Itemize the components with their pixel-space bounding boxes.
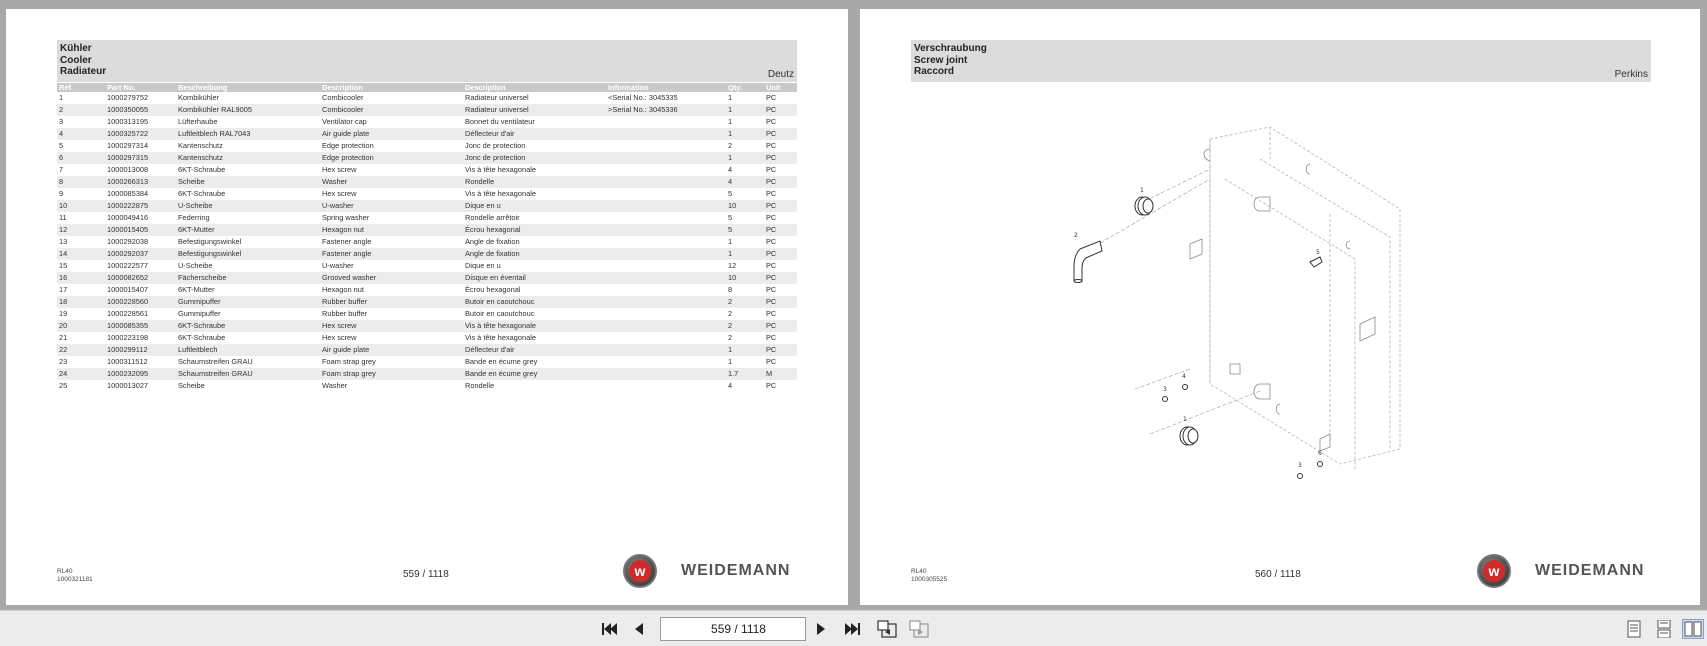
- cell-unit: PC: [766, 93, 777, 102]
- cell-description-en: Edge protection: [322, 141, 374, 150]
- cell-information: >Serial No.: 3045336: [606, 104, 726, 116]
- cell-description-en: Washer: [320, 176, 463, 188]
- cell-information: [606, 380, 726, 392]
- table-row: [57, 224, 797, 236]
- cell-description-fr: Radiateur universel: [463, 104, 606, 116]
- cell-beschreibung: Schaumstreifen GRAU: [176, 368, 320, 380]
- cell-part-no: 1000223198: [107, 333, 149, 342]
- cell-description-fr: Disque en éventail: [463, 272, 606, 284]
- single-page-view-icon[interactable]: [1623, 619, 1645, 639]
- cell-ref: 10: [57, 200, 105, 212]
- cell-information: [606, 272, 726, 284]
- cell-description-fr: Dique en u: [465, 261, 501, 270]
- footer-model-info: [911, 568, 947, 584]
- cell-unit: PC: [764, 320, 797, 332]
- cell-part-no: 1000279752: [107, 93, 149, 102]
- cell-beschreibung: Schaumstreifen GRAU: [178, 357, 253, 366]
- cell-part-no: 1000311512: [107, 357, 148, 366]
- cell-description-en: Hexagon nut: [322, 285, 364, 294]
- cell-description-en: U-washer: [322, 261, 354, 270]
- table-row: [57, 116, 797, 128]
- cell-unit: PC: [766, 357, 777, 366]
- col-unit: Unit: [764, 83, 797, 92]
- cell-ref: 13: [59, 237, 68, 246]
- table-row: [57, 164, 797, 176]
- cell-information: [606, 284, 726, 296]
- cell-qty: 12: [728, 261, 737, 270]
- cell-information: [606, 212, 726, 224]
- callout-4: 4: [1182, 373, 1186, 380]
- cell-part-no: 1000222875: [105, 200, 176, 212]
- first-page-icon[interactable]: [598, 619, 620, 639]
- prev-page-icon[interactable]: [628, 619, 650, 639]
- col-ref: Ref.: [57, 83, 105, 92]
- cell-ref: 11: [59, 213, 67, 222]
- cell-ref: 21: [59, 333, 68, 342]
- col-description-fr: Description: [463, 83, 606, 92]
- two-page-view-icon[interactable]: [1682, 619, 1704, 639]
- cell-description-en: Hex screw: [320, 320, 463, 332]
- cell-description-fr: Déflecteur d'air: [463, 344, 606, 356]
- cell-qty: 1.7: [726, 368, 764, 380]
- title-line-en: Screw joint: [914, 54, 968, 66]
- table-row: [57, 344, 797, 356]
- title-line-de: Kühler: [60, 43, 92, 54]
- cell-information: [606, 188, 726, 200]
- cell-beschreibung: Fächerscheibe: [176, 272, 320, 284]
- cell-description-en: U-washer: [320, 200, 463, 212]
- cell-description-fr: Bande en écume grey: [465, 357, 538, 366]
- cell-qty: 5: [726, 224, 764, 236]
- cell-ref: 15: [59, 261, 68, 270]
- cell-qty: 1: [726, 344, 764, 356]
- page-number-field[interactable]: [660, 617, 806, 641]
- cell-ref: 6: [57, 152, 105, 164]
- cell-description-fr: Vis à tête hexagonale: [465, 165, 536, 174]
- title-line-fr: Radiateur: [60, 66, 107, 77]
- page-number: 560 / 1118: [1255, 569, 1301, 580]
- pdf-page-560: [860, 9, 1700, 605]
- table-row: [57, 260, 797, 272]
- next-page-icon[interactable]: [810, 619, 832, 639]
- cell-description-fr: Rondelle arrêtoir: [465, 213, 520, 222]
- cell-part-no: 1000350055: [105, 104, 176, 116]
- title-line-fr: Raccord: [914, 66, 955, 77]
- cell-description-en: Fastener angle: [322, 237, 372, 246]
- col-beschreibung: Beschreibung: [176, 83, 320, 92]
- cell-information: <Serial No.: 3045335: [608, 93, 678, 102]
- cell-description-fr: Écrou hexagonal: [463, 224, 606, 236]
- cell-qty: 1: [726, 248, 764, 260]
- cell-qty: 10: [726, 200, 764, 212]
- cell-part-no: 1000015405: [105, 224, 176, 236]
- cell-description-fr: Bonnet du ventilateur: [465, 117, 535, 126]
- col-information: Information: [606, 83, 726, 92]
- cell-part-no: 1000015407: [107, 285, 149, 294]
- callout-3-bottom: 3: [1298, 462, 1302, 469]
- cell-part-no: 1000299112: [105, 344, 176, 356]
- cell-information: [606, 368, 726, 380]
- cell-information: [606, 356, 726, 368]
- cell-unit: PC: [764, 128, 797, 140]
- table-header-row: [57, 83, 797, 92]
- cell-information: [606, 224, 726, 236]
- callout-2: 2: [1074, 232, 1078, 239]
- section-header: [911, 40, 1651, 82]
- cell-unit: PC: [764, 224, 797, 236]
- cell-description-fr: Angle de fixation: [465, 237, 520, 246]
- cell-description-fr: Rondelle: [463, 176, 606, 188]
- page-number-input[interactable]: [661, 622, 816, 636]
- cell-information: [606, 260, 726, 272]
- cell-qty: 1: [726, 128, 764, 140]
- footer-model: RL40: [911, 568, 927, 575]
- cell-information: [606, 332, 726, 344]
- cell-beschreibung: Scheibe: [176, 176, 320, 188]
- callout-6: 6: [1318, 450, 1322, 457]
- engine-brand: Deutz: [767, 69, 794, 80]
- table-row: [57, 128, 797, 140]
- cell-unit: PC: [766, 309, 777, 318]
- cell-description-en: Edge protection: [320, 152, 463, 164]
- cell-unit: PC: [764, 152, 797, 164]
- cell-description-fr: Dique en u: [463, 200, 606, 212]
- callout-1-top: 1: [1140, 187, 1144, 194]
- logo-text: WEIDEMANN: [681, 562, 791, 579]
- cell-ref: 17: [59, 285, 68, 294]
- continuous-view-icon[interactable]: [1653, 619, 1675, 639]
- pdf-page-559: [6, 9, 848, 605]
- table-row: [57, 188, 797, 200]
- cell-description-en: Fastener angle: [320, 248, 463, 260]
- cell-qty: 1: [728, 357, 733, 366]
- cell-description-en: Air guide plate: [320, 128, 463, 140]
- cell-ref: 20: [57, 320, 105, 332]
- go-back-view-icon[interactable]: [876, 619, 898, 639]
- cell-qty: 1: [728, 237, 733, 246]
- cell-description-fr: Écrou hexagonal: [465, 285, 521, 294]
- cell-qty: 2: [726, 320, 764, 332]
- cell-beschreibung: Lüfterhaube: [178, 117, 218, 126]
- cell-description-en: Rubber buffer: [322, 309, 368, 318]
- cell-part-no: 1000232095: [105, 368, 176, 380]
- cell-ref: 12: [57, 224, 105, 236]
- weidemann-logo: [1477, 553, 1644, 589]
- cell-part-no: 1000297315: [105, 152, 176, 164]
- cell-beschreibung: Luftleitblech RAL7043: [176, 128, 320, 140]
- cell-qty: 2: [728, 141, 733, 150]
- table-row: [57, 140, 797, 152]
- go-forward-view-icon[interactable]: [908, 619, 930, 639]
- cell-ref: 3: [59, 117, 64, 126]
- viewer-toolbar: [0, 610, 1707, 646]
- section-title: [914, 43, 987, 78]
- cell-qty: 1: [726, 152, 764, 164]
- last-page-icon[interactable]: [842, 619, 864, 639]
- table-row: [57, 272, 797, 284]
- cell-description-en: Hex screw: [322, 165, 357, 174]
- cell-part-no: 1000228561: [107, 309, 149, 318]
- footer-model-info: [57, 568, 93, 584]
- cell-unit: PC: [766, 381, 777, 390]
- cell-description-en: Combicooler: [322, 93, 364, 102]
- cell-qty: 5: [728, 189, 733, 198]
- cell-beschreibung: U-Scheibe: [176, 200, 320, 212]
- cell-ref: 8: [57, 176, 105, 188]
- cell-qty: 2: [728, 309, 733, 318]
- cell-beschreibung: Luftleitblech: [176, 344, 320, 356]
- cell-beschreibung: Befestigungswinkel: [178, 237, 242, 246]
- page-number: 559 / 1118: [403, 569, 449, 580]
- table-row: [57, 236, 797, 248]
- table-row: [57, 296, 797, 308]
- cell-beschreibung: Kombikühler RAL9005: [176, 104, 320, 116]
- cell-beschreibung: Scheibe: [178, 381, 205, 390]
- cell-part-no: 1000297314: [107, 141, 149, 150]
- cell-unit: PC: [764, 296, 797, 308]
- cell-ref: 22: [57, 344, 105, 356]
- table-row: [57, 212, 797, 224]
- cell-qty: 4: [728, 165, 733, 174]
- table-row: [57, 92, 797, 104]
- cell-description-en: Washer: [322, 381, 348, 390]
- callout-5: 5: [1316, 249, 1320, 256]
- cell-ref: 7: [59, 165, 64, 174]
- table-row: [57, 356, 797, 368]
- cell-part-no: 1000013008: [107, 165, 149, 174]
- cell-description-en: Spring washer: [322, 213, 370, 222]
- cell-part-no: 1000292037: [105, 248, 176, 260]
- table-row: [57, 104, 797, 116]
- cell-part-no: 1000325722: [105, 128, 176, 140]
- cell-beschreibung: Gummipuffer: [178, 309, 221, 318]
- cell-beschreibung: Gummipuffer: [176, 296, 320, 308]
- cell-part-no: 1000313195: [107, 117, 149, 126]
- cell-ref: 18: [57, 296, 105, 308]
- cell-unit: PC: [764, 248, 797, 260]
- cell-qty: 1: [726, 104, 764, 116]
- cell-part-no: 1000228560: [105, 296, 176, 308]
- cell-description-fr: Bande en écume grey: [463, 368, 606, 380]
- cell-part-no: 1000222577: [107, 261, 149, 270]
- table-row: [57, 380, 797, 392]
- cell-description-en: Ventilator cap: [322, 117, 367, 126]
- cell-information: [606, 308, 726, 320]
- cell-description-fr: Déflecteur d'air: [463, 128, 606, 140]
- cell-information: [606, 344, 726, 356]
- exploded-parts-drawing: [1030, 119, 1450, 519]
- table-row: [57, 368, 797, 380]
- callout-3-left: 3: [1163, 386, 1167, 393]
- cell-description-fr: Radiateur universel: [465, 93, 529, 102]
- cell-description-en: Hex screw: [322, 189, 357, 198]
- cell-description-en: Hex screw: [322, 333, 357, 342]
- cell-unit: PC: [766, 117, 777, 126]
- cell-beschreibung: Kantenschutz: [176, 152, 320, 164]
- footer-model: RL40: [57, 568, 73, 575]
- cell-description-en: Hexagon nut: [320, 224, 463, 236]
- cell-description-en: Air guide plate: [320, 344, 463, 356]
- cell-description-fr: Butoir en caoutchouc: [465, 309, 535, 318]
- cell-information: [606, 200, 726, 212]
- cell-unit: PC: [766, 141, 777, 150]
- cell-part-no: 1000049416: [107, 213, 149, 222]
- table-row: [57, 320, 797, 332]
- title-line-de: Verschraubung: [914, 43, 987, 54]
- cell-part-no: 1000085355: [105, 320, 176, 332]
- cell-qty: 2: [728, 333, 733, 342]
- cell-qty: 1: [728, 93, 733, 102]
- weidemann-logo: [623, 553, 790, 589]
- cell-description-en: Combicooler: [320, 104, 463, 116]
- section-title: [60, 43, 106, 78]
- cell-unit: PC: [764, 176, 797, 188]
- cell-qty: 2: [726, 296, 764, 308]
- title-line-en: Cooler: [60, 54, 92, 66]
- cell-unit: PC: [766, 165, 777, 174]
- cell-description-en: Grooved washer: [320, 272, 463, 284]
- cell-beschreibung: U-Scheibe: [178, 261, 213, 270]
- cell-description-fr: Jonc de protection: [465, 141, 526, 150]
- cell-ref: 14: [57, 248, 105, 260]
- cell-qty: 5: [728, 213, 733, 222]
- table-row: [57, 332, 797, 344]
- cell-description-fr: Jonc de protection: [463, 152, 606, 164]
- table-row: [57, 176, 797, 188]
- cell-unit: PC: [766, 189, 777, 198]
- cell-unit: PC: [764, 272, 797, 284]
- table-row: [57, 200, 797, 212]
- cell-description-en: Rubber buffer: [320, 296, 463, 308]
- cell-qty: 1: [728, 117, 733, 126]
- table-row: [57, 308, 797, 320]
- col-part-no: Part No.: [105, 83, 176, 92]
- cell-ref: 9: [59, 189, 64, 198]
- cell-beschreibung: Kombikühler: [178, 93, 220, 102]
- cell-information: [606, 296, 726, 308]
- cell-description-fr: Rondelle: [465, 381, 495, 390]
- cell-beschreibung: 6KT-Schraube: [176, 320, 320, 332]
- col-qty: Qty.: [726, 83, 764, 92]
- cell-qty: 8: [728, 285, 733, 294]
- cell-ref: 24: [57, 368, 105, 380]
- cell-description-en: Foam strap grey: [320, 368, 463, 380]
- cell-information: [606, 128, 726, 140]
- cell-ref: 23: [59, 357, 68, 366]
- footer-docno: 1000321181: [57, 576, 93, 583]
- col-description-en: Description: [320, 83, 463, 92]
- cell-unit: PC: [764, 200, 797, 212]
- cell-qty: 4: [726, 176, 764, 188]
- cell-unit: PC: [766, 213, 777, 222]
- cell-unit: PC: [764, 344, 797, 356]
- table-row: [57, 284, 797, 296]
- cell-ref: 5: [59, 141, 64, 150]
- cell-beschreibung: Befestigungswinkel: [176, 248, 320, 260]
- cell-description-fr: Angle de fixation: [463, 248, 606, 260]
- table-row: [57, 248, 797, 260]
- cell-unit: M: [764, 368, 797, 380]
- callout-1-bottom: 1: [1183, 416, 1187, 423]
- cell-part-no: 1000085384: [107, 189, 149, 198]
- cell-part-no: 1000266313: [105, 176, 176, 188]
- cell-description-fr: Vis à tête hexagonale: [465, 189, 536, 198]
- cell-information: [606, 320, 726, 332]
- cell-ref: 19: [59, 309, 68, 318]
- cell-information: [606, 248, 726, 260]
- footer-docno: 1000305525: [911, 576, 948, 583]
- table-row: [57, 152, 797, 164]
- cell-unit: PC: [766, 261, 777, 270]
- cell-beschreibung: Kantenschutz: [178, 141, 223, 150]
- weidemann-emblem-icon: w: [623, 554, 657, 588]
- cell-unit: PC: [766, 285, 777, 294]
- cell-qty: 10: [726, 272, 764, 284]
- cell-description-fr: Butoir en caoutchouc: [463, 296, 606, 308]
- cell-information: [606, 164, 726, 176]
- cell-beschreibung: 6KT-Mutter: [178, 285, 215, 294]
- cell-beschreibung: 6KT-Mutter: [176, 224, 320, 236]
- cell-description-en: Foam strap grey: [322, 357, 376, 366]
- cell-information: [606, 236, 726, 248]
- cell-part-no: 1000292038: [107, 237, 149, 246]
- cell-ref: 16: [57, 272, 105, 284]
- engine-brand: Perkins: [1614, 69, 1648, 80]
- cell-beschreibung: 6KT-Schraube: [178, 165, 226, 174]
- cell-description-fr: Vis à tête hexagonale: [463, 320, 606, 332]
- parts-table: [57, 83, 797, 392]
- cell-part-no: 1000082652: [105, 272, 176, 284]
- section-header: [57, 40, 797, 82]
- cell-information: [606, 140, 726, 152]
- cell-ref: 2: [57, 104, 105, 116]
- cell-part-no: 1000013027: [107, 381, 149, 390]
- cell-ref: 25: [59, 381, 68, 390]
- logo-text: WEIDEMANN: [1535, 562, 1645, 579]
- cell-ref: 4: [57, 128, 105, 140]
- cell-unit: PC: [766, 333, 777, 342]
- cell-description-fr: Vis à tête hexagonale: [465, 333, 536, 342]
- cell-beschreibung: 6KT-Schraube: [178, 189, 226, 198]
- cell-information: [606, 152, 726, 164]
- cell-information: [606, 116, 726, 128]
- cell-ref: 1: [59, 93, 64, 102]
- cell-unit: PC: [764, 104, 797, 116]
- weidemann-emblem-icon: w: [1477, 554, 1511, 588]
- cell-unit: PC: [766, 237, 777, 246]
- cell-qty: 4: [728, 381, 733, 390]
- cell-beschreibung: 6KT-Schraube: [178, 333, 226, 342]
- cell-beschreibung: Federring: [178, 213, 210, 222]
- cell-information: [606, 176, 726, 188]
